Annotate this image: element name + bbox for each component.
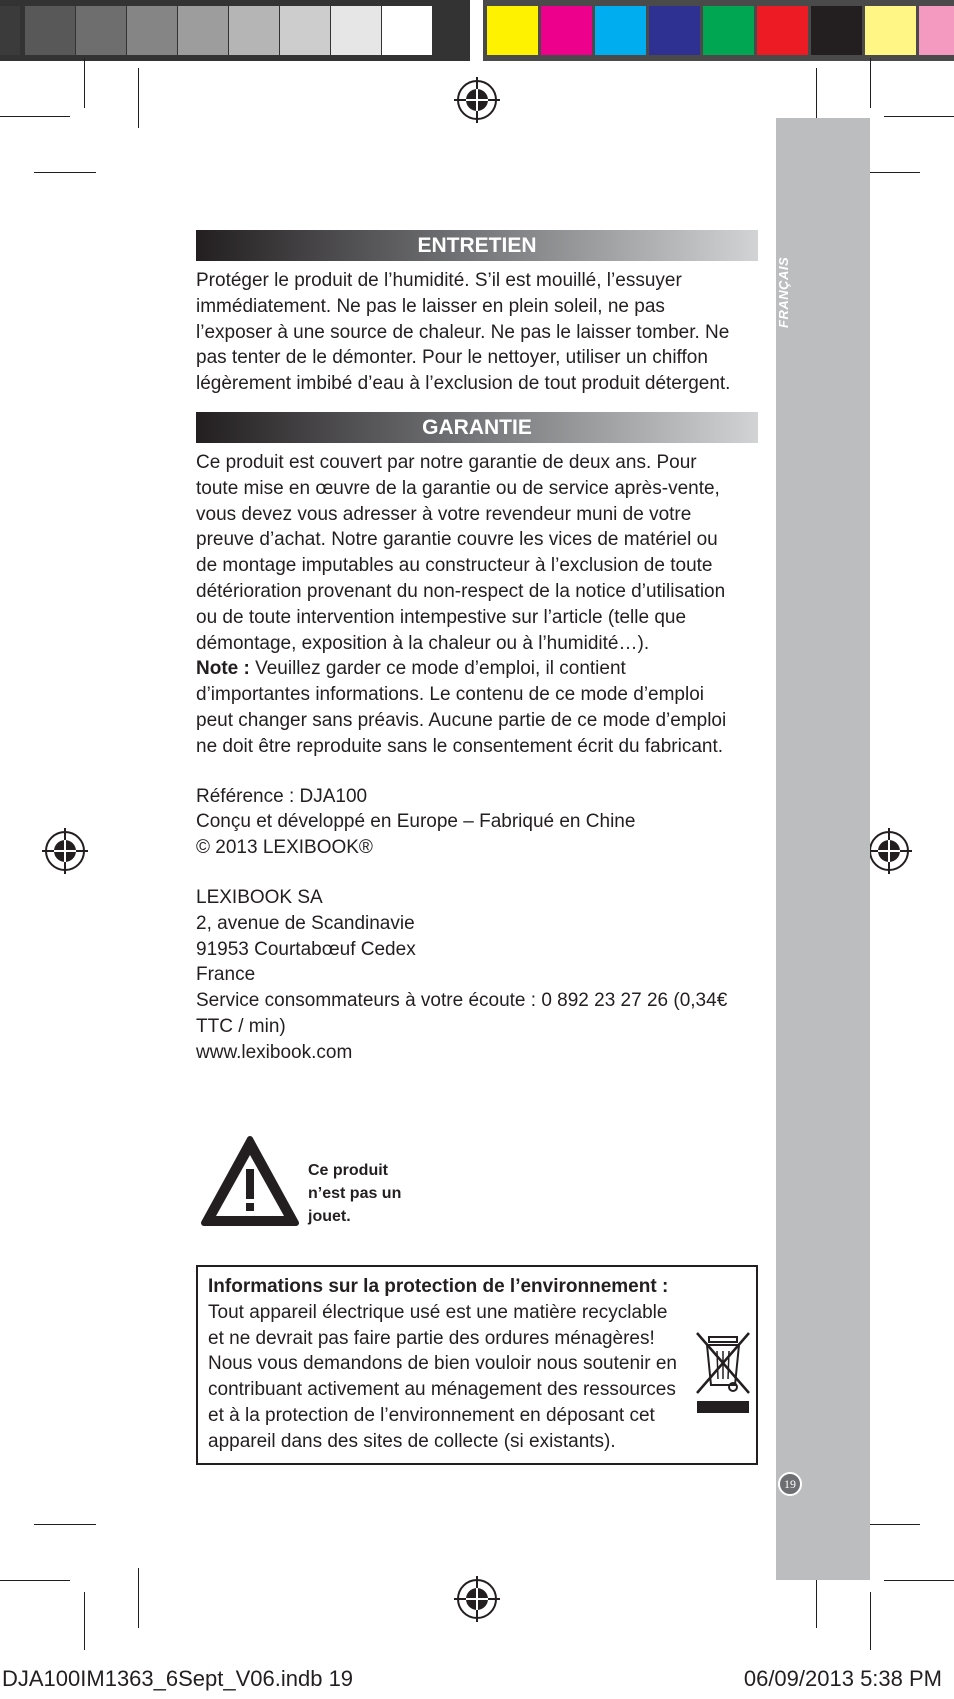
crop-mark: [84, 58, 85, 108]
text-line: l’exposer à une source de chaleur. Ne pas le laisser tomber. Ne: [196, 321, 730, 343]
address-block: [196, 885, 758, 1066]
process-swatch: [541, 6, 592, 55]
warning-text: [308, 1159, 401, 1228]
process-swatch: [811, 6, 862, 55]
print-footer: [0, 1664, 954, 1694]
crop-mark: [884, 116, 954, 117]
gray-swatch: [280, 6, 330, 55]
registration-mark-icon: [866, 828, 912, 874]
note-text: Veuillez garder ce mode d’emploi, il contient: [249, 658, 626, 680]
process-swatch: [703, 6, 754, 55]
website-link[interactable]: www.lexibook.com: [196, 1041, 353, 1063]
service-line-cont: TTC / min): [196, 1015, 286, 1037]
gray-swatch: [178, 6, 228, 55]
file-name: DJA100IM1363_6Sept_V06.indb 19: [2, 1666, 354, 1691]
crossed-out-bin-icon: [691, 1329, 755, 1419]
crop-mark: [884, 1580, 954, 1581]
text-line: ou de toute intervention intempestive sur l’article (telle que: [196, 606, 687, 628]
text-line: pas tenter de le démonter. Pour le nettoyer, utiliser un chiffon: [196, 347, 708, 369]
garantie-paragraph: [196, 450, 758, 760]
origin-line: Conçu et développé en Europe – Fabriqué en Chine: [196, 811, 636, 833]
text-line: preuve d’achat. Notre garantie couvre les vices de matériel ou: [196, 529, 718, 551]
warning-triangle-icon: [200, 1135, 300, 1229]
text-line: et ne devrait pas faire partie des ordures ménagères!: [208, 1327, 655, 1349]
city-line: 91953 Courtabœuf Cedex: [196, 938, 416, 960]
text-line: et à la protection de l’environnement en déposant cet: [208, 1404, 655, 1426]
process-swatch: [487, 6, 538, 55]
text-line: peut changer sans préavis. Aucune partie de ce mode d’emploi: [196, 709, 727, 731]
text-line: démontage, exposition à la chaleur ou à l’humidité…).: [196, 632, 650, 654]
text-line: immédiatement. Ne pas le laisser en plein soleil, ne pas: [196, 295, 665, 317]
gray-swatch: [331, 6, 381, 55]
page-number-badge: 19: [778, 1472, 802, 1496]
text-line: contribuant activement au ménagement des ressources: [208, 1379, 676, 1401]
registration-mark-icon: [454, 1576, 500, 1622]
company-name: LEXIBOOK SA: [196, 886, 323, 908]
note-line: [196, 656, 758, 682]
registration-mark-icon: [42, 828, 88, 874]
crop-mark: [0, 116, 70, 117]
street-line: 2, avenue de Scandinavie: [196, 912, 415, 934]
gray-color-bar: [0, 0, 470, 61]
print-timestamp: 06/09/2013 5:38 PM: [743, 1666, 942, 1691]
text-line: vous devez vous adresser à votre revendeur muni de votre: [196, 503, 692, 525]
main-content: [196, 230, 758, 1066]
text-line: Protéger le produit de l’humidité. S’il est mouillé, l’essuyer: [196, 270, 682, 291]
crop-mark: [0, 1580, 70, 1581]
gray-swatch: [76, 6, 126, 55]
process-swatch: [919, 6, 954, 55]
process-color-bar: [483, 0, 954, 61]
language-tab-label: FRANÇAIS: [776, 256, 791, 328]
environment-title: Informations sur la protection de l’environnement :: [208, 1276, 669, 1297]
text-line: appareil dans des sites de collecte (si existants).: [208, 1430, 616, 1452]
crop-mark: [84, 1592, 85, 1650]
crop-mark: [34, 172, 96, 173]
text-line: Ce produit est couvert par notre garantie de deux ans. Pour: [196, 451, 697, 473]
crop-mark: [138, 68, 139, 128]
text-line: légèrement imbibé d’eau à l’exclusion de tout produit détergent.: [196, 373, 731, 395]
text-line: Nous vous demandons de bien vouloir nous soutenir en: [208, 1353, 677, 1375]
text-line: de montage imputables au constructeur à l’exclusion de toute: [196, 555, 713, 577]
side-band: [776, 118, 870, 1580]
crop-mark: [138, 1568, 139, 1628]
section-header-entretien: ENTRETIEN: [196, 230, 758, 261]
environment-info-box: [196, 1265, 758, 1465]
gray-swatch: [382, 6, 432, 55]
crop-mark: [870, 1592, 871, 1650]
warning-line: Ce produit: [308, 1162, 388, 1179]
copyright-line: © 2013 LEXIBOOK®: [196, 837, 373, 859]
service-line: Service consommateurs à votre écoute : 0 892 23 27 26 (0,34€: [196, 990, 728, 1012]
crop-mark: [870, 58, 871, 108]
process-swatch: [595, 6, 646, 55]
registration-mark-icon: [454, 77, 500, 123]
gray-swatch: [127, 6, 177, 55]
text-line: ne doit être reproduite sans le consentement écrit du fabricant.: [196, 735, 724, 757]
text-line: d’importantes informations. Le contenu de ce mode d’emploi: [196, 684, 705, 706]
warning-block: [200, 1132, 430, 1232]
text-line: toute mise en œuvre de la garantie ou de service après-vente,: [196, 477, 720, 499]
process-swatch: [649, 6, 700, 55]
country-line: France: [196, 964, 256, 986]
crop-mark: [34, 1524, 96, 1525]
warning-line: n’est pas un: [308, 1185, 402, 1202]
gray-swatch: [0, 6, 20, 55]
gray-swatch: [25, 6, 75, 55]
section-header-garantie: GARANTIE: [196, 412, 758, 443]
warning-line: jouet.: [308, 1208, 351, 1225]
text-line: Tout appareil électrique usé est une matière recyclable: [208, 1301, 668, 1323]
gray-swatch: [229, 6, 279, 55]
text-line: détérioration provenant du non-respect de la notice d’utilisation: [196, 580, 726, 602]
entretien-paragraph: [196, 268, 758, 397]
reference-line: Référence : DJA100: [196, 785, 368, 807]
reference-block: [196, 784, 758, 861]
note-label: Note :: [196, 658, 250, 680]
process-swatch: [757, 6, 808, 55]
environment-text: [208, 1274, 688, 1455]
process-swatch: [865, 6, 916, 55]
